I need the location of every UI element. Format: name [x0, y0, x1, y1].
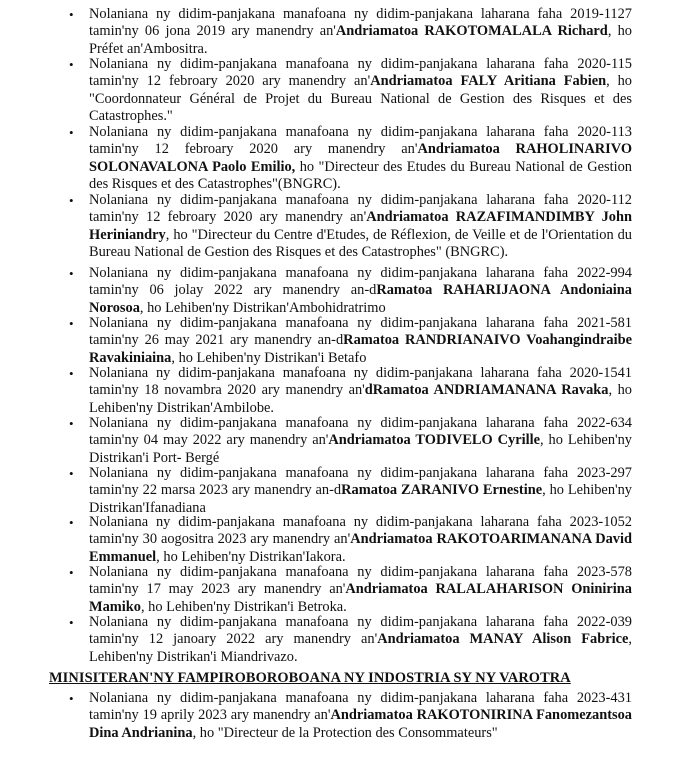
bullet: • — [69, 515, 74, 530]
decree-text — [89, 315, 632, 367]
decree-text-part: Nolaniana ny didim-panjakana manafoana ny didim-panjakana laharana faha 2023-1052 tamin'ny 30 aogositra 2023 ary manendry an' — [89, 514, 632, 548]
decree-item — [69, 192, 632, 261]
bullet: • — [69, 466, 74, 481]
decree-item — [69, 465, 632, 517]
decree-item — [69, 564, 632, 616]
appointee-name: Andriamatoa RALALAHARISON Oninirina Mamiko — [89, 581, 632, 615]
decree-text — [89, 192, 632, 261]
decree-text — [89, 690, 632, 742]
decree-item — [69, 690, 633, 742]
decree-text — [89, 564, 632, 616]
decree-text-part: Nolaniana ny didim-panjakana manafoana ny didim-panjakana laharana faha 2019-1127 tamin'ny 06 jona 2019 ary manendry an' — [89, 6, 632, 40]
bullet: • — [69, 691, 74, 706]
decree-text-part: ho "Directeur des Etudes du Bureau National de Gestion des Risques et des Catastrophes"(BNGRC). — [89, 158, 633, 192]
decree-text-part: , ho "Directeur du Centre d'Etudes, de Réflexion, de Veille et de l'Orientation du Bureau National de Gestion des Risques et des Catastrophes" (BNGRC). — [89, 226, 632, 260]
decree-text-part: , ho Lehiben'ny Distrikan'Ambohidratrimo — [139, 299, 386, 316]
decree-text-part: Nolaniana ny didim-panjakana manafoana ny didim-panjakana laharana faha 2020-1541 tamin'ny 18 novambra 2020 ary manendry an' — [89, 365, 632, 399]
decree-text — [89, 415, 632, 467]
ministry-section-title: MINISITERAN'NY FAMPIROBOROBOANA NY INDOSTRIA SY NY VAROTRA — [49, 670, 571, 686]
bullet: • — [69, 125, 74, 140]
appointee-name: Andriamatoa RAHOLINARIVO SOLONAVALONA Paolo Emilio, — [89, 141, 633, 175]
decree-text-part: Nolaniana ny didim-panjakana manafoana ny didim-panjakana laharana faha 2020-112 tamin'ny 12 febroary 2020 ary manendry an' — [89, 192, 632, 226]
bullet: • — [69, 193, 74, 208]
appointee-name: Ramatoa RANDRIANAIVO Voahangindraibe Ravakiniaina — [89, 332, 632, 366]
decree-item — [69, 614, 632, 666]
decree-text-part: Nolaniana ny didim-panjakana manafoana ny didim-panjakana laharana faha 2022-994 tamin'ny 06 jolay 2022 ary manendry an-d — [89, 265, 632, 299]
decree-item — [69, 265, 632, 317]
decree-text-part: , ho Lehiben'ny Distrikan'i Betafo — [171, 349, 367, 366]
decree-text-part: , ho Lehiben'ny Distrikan'i Betroka. — [140, 598, 347, 615]
decree-text-part: Nolaniana ny didim-panjakana manafoana ny didim-panjakana laharana faha 2020-113 tamin'ny 12 febroary 2020 ary manendry an' — [89, 124, 632, 158]
bullet: • — [69, 615, 74, 630]
decree-item — [69, 315, 632, 367]
decree-text-part: Nolaniana ny didim-panjakana manafoana ny didim-panjakana laharana faha 2023-431 tamin'ny 19 aprily 2023 ary manendry an' — [89, 690, 632, 724]
decree-item — [69, 514, 633, 566]
decree-text-part: Nolaniana ny didim-panjakana manafoana ny didim-panjakana laharana faha 2021-581 tamin'ny 26 may 2021 ary manendry an-d — [89, 315, 632, 349]
decree-text-part: Nolaniana ny didim-panjakana manafoana ny didim-panjakana laharana faha 2022-039 tamin'ny 12 janoary 2022 ary manendry an' — [89, 614, 632, 648]
decree-text — [89, 465, 632, 517]
decree-text — [89, 614, 632, 666]
decree-text-part: , ho Lehiben'ny Distrikan'Ambilobe. — [89, 382, 632, 416]
decree-item — [69, 415, 632, 467]
decree-text-part: , ho "Coordonnateur Général de Projet du Bureau National de Gestion des Risques et des Catastrophes." — [89, 73, 632, 124]
bullet: • — [69, 366, 74, 381]
bullet: • — [69, 266, 74, 281]
appointee-name: Andriamatoa RAKOTONIRINA Fanomezantsoa Dina Andrianina — [89, 707, 633, 741]
bullet: • — [69, 316, 74, 331]
decree-text-part: Nolaniana ny didim-panjakana manafoana ny didim-panjakana laharana faha 2020-115 tamin'ny 12 febroary 2020 ary manendry an' — [89, 56, 632, 90]
decree-text-part: , Lehiben'ny Distrikan'i Miandrivazo. — [89, 631, 632, 665]
decree-text-part: , ho Lehiben'ny Distrikan'Ifanadiana — [89, 482, 632, 516]
bullet: • — [69, 57, 74, 72]
decree-text-part: Nolaniana ny didim-panjakana manafoana ny didim-panjakana laharana faha 2022-634 tamin'ny 04 may 2022 ary manendry an' — [89, 415, 632, 449]
decree-item — [69, 124, 633, 193]
decree-text-part: Nolaniana ny didim-panjakana manafoana ny didim-panjakana laharana faha 2023-578 tamin'ny 17 may 2023 ary manendry an' — [89, 564, 632, 598]
appointee-name: Andriamatoa FALY Aritiana Fabien — [370, 73, 607, 90]
appointee-name: Ramatoa ZARANIVO Ernestine — [341, 482, 543, 499]
bullet: • — [69, 7, 74, 22]
appointee-name: dRamatoa ANDRIAMANANA Ravaka — [364, 382, 609, 399]
decree-text — [89, 56, 632, 125]
bullet: • — [69, 416, 74, 431]
decree-text — [89, 6, 632, 58]
appointee-name: Andriamatoa RAKOTOARIMANANA David Emmanuel — [89, 531, 633, 565]
decree-text-part: , ho "Directeur de la Protection des Consommateurs" — [192, 724, 498, 741]
decree-item — [69, 365, 632, 417]
appointee-name: Andriamatoa RAZAFIMANDIMBY John Heriniandry — [89, 209, 632, 243]
appointee-name: Andriamatoa TODIVELO Cyrille — [328, 432, 541, 449]
appointee-name: Andriamatoa RAKOTOMALALA Richard — [335, 23, 608, 40]
decree-text-part: , ho Lehiben'ny Distrikan'Iakora. — [156, 548, 346, 565]
appointee-name: Ramatoa RAHARIJAONA Andoniaina Norosoa — [89, 282, 632, 316]
decree-text — [89, 514, 632, 566]
decree-item — [69, 56, 632, 125]
decree-item — [69, 6, 632, 58]
decree-text — [89, 365, 632, 417]
decree-text-part: , ho Lehiben'ny Distrikan'i Port- Bergé — [89, 432, 632, 466]
appointee-name: Andriamatoa MANAY Alison Fabrice — [377, 631, 629, 648]
decree-text — [89, 124, 632, 193]
decree-text — [89, 265, 632, 317]
decree-text-part: Nolaniana ny didim-panjakana manafoana ny didim-panjakana laharana faha 2023-297 tamin'ny 22 marsa 2023 ary manendry an-d — [89, 465, 632, 499]
decree-text-part: , ho Préfet an'Ambositra. — [89, 23, 632, 57]
bullet: • — [69, 565, 74, 580]
